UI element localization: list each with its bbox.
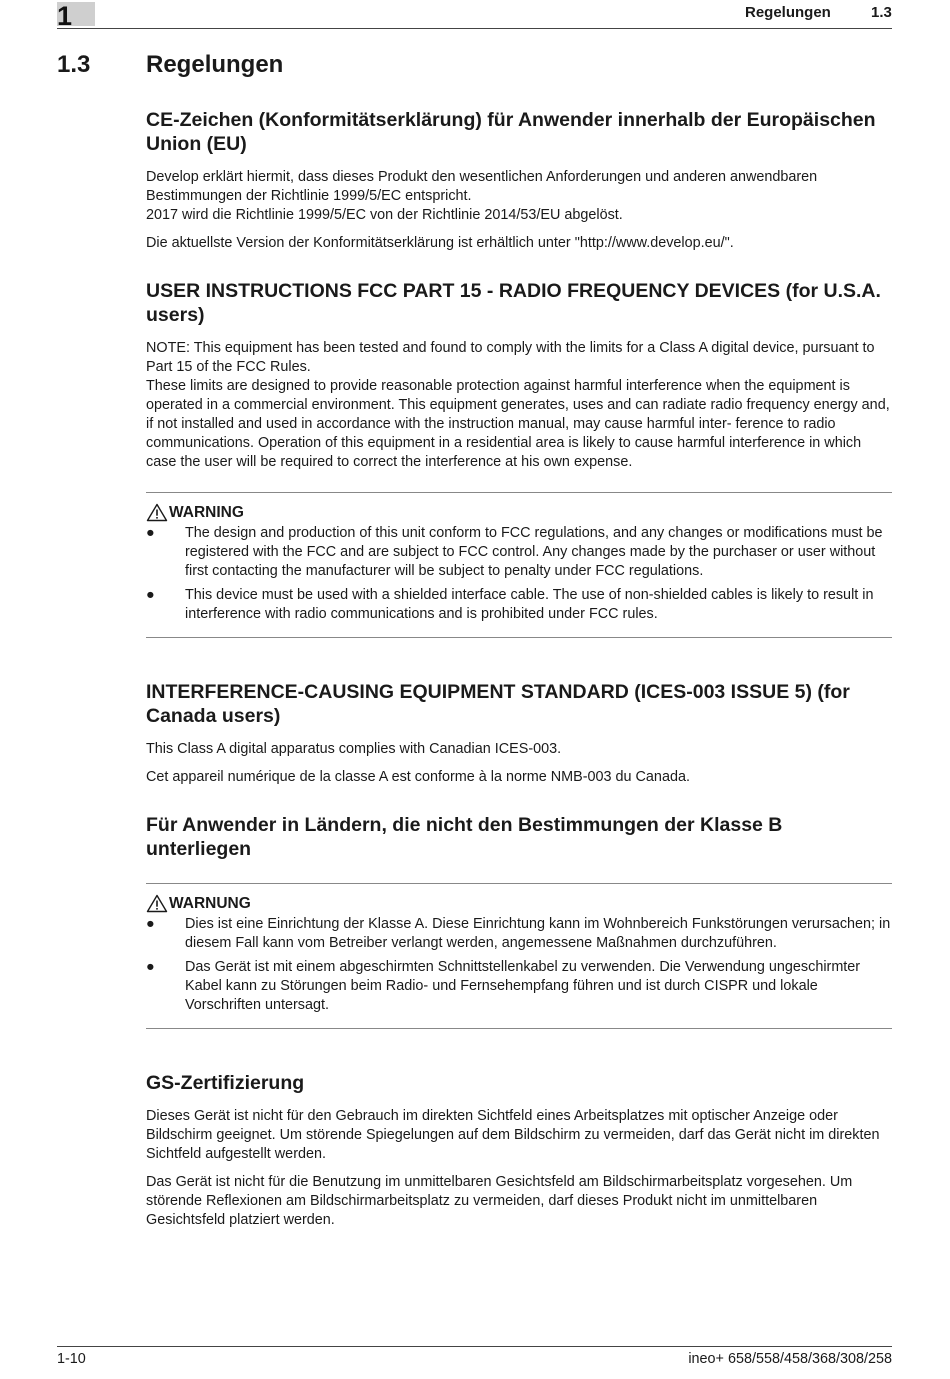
ce-paragraph-1-line-2: 2017 wird die Richtlinie 1999/5/EC von der Richtlinie 2014/53/EU abgelöst. <box>146 207 623 223</box>
classb-warning-list <box>146 915 892 1015</box>
ices-heading: INTERFERENCE-CAUSING EQUIPMENT STANDARD (ICES-003 ISSUE 5) (for Canada users) <box>146 681 850 727</box>
classb-warning-label: WARNUNG <box>169 895 251 912</box>
ce-paragraph-2: Die aktuellste Version der Konformitätserklärung ist erhältlich unter "http://www.develop.eu/". <box>146 235 734 251</box>
page-content <box>146 108 892 1239</box>
bullet-icon: ● <box>146 525 155 541</box>
ce-paragraph-1-line-1: Develop erklärt hiermit, dass dieses Produkt den wesentlichen Anforderungen und anderen anwendbaren Bestimmungen der Richtlinie 1999/5/EC entspricht. <box>146 169 818 204</box>
gs-paragraph-2: Das Gerät ist nicht für die Benutzung im unmittelbaren Gesichtsfeld am Bildschirmarbeitsplatz vorgesehen. Um störende Reflexionen am Bildschirmarbeitsplatz zu vermeiden, darf dieses Produkt nicht im unmittelbaren Gesichtsfeld platziert werden. <box>146 1174 853 1228</box>
ce-heading: CE-Zeichen (Konformitätserklärung) für Anwender innerhalb der Europäischen Union (EU) <box>146 109 876 155</box>
gs-paragraph-1: Dieses Gerät ist nicht für den Gebrauch im direkten Sichtfeld eines Arbeitsplatzes mit optischer Anzeige oder Bildschirm geeignet. Um störende Spiegelungen auf dem Bildschirm zu vermeiden, darf das Gerät nicht im direkten Sichtfeld aufgestellt werden. <box>146 1108 880 1162</box>
list-item <box>146 915 892 953</box>
ce-paragraph-1 <box>146 168 892 225</box>
gs-heading: GS-Zertifizierung <box>146 1072 305 1094</box>
model-list: ineo+ 658/558/458/368/308/258 <box>688 1351 892 1367</box>
fcc-warning-title <box>146 503 892 522</box>
list-item <box>146 958 892 1015</box>
fcc-warning-item-2: This device must be used with a shielded interface cable. The use of non-shielded cables is likely to result in interference with radio communications and is prohibited under FCC rules. <box>185 587 874 622</box>
fcc-paragraph <box>146 339 892 472</box>
classb-heading: Für Anwender in Ländern, die nicht den Bestimmungen der Klasse B unterliegen <box>146 814 783 860</box>
ices-paragraph-2: Cet appareil numérique de la classe A est conforme à la norme NMB-003 du Canada. <box>146 769 690 785</box>
header-rule <box>57 28 892 29</box>
fcc-warning-item-1: The design and production of this unit conform to FCC regulations, and any changes or modifications must be registered with the FCC and are subject to FCC control. Any changes made by the purchaser or user without first contacting the manufacturer will be subject to penalty under FCC regulations. <box>185 525 883 579</box>
section-title: Regelungen <box>146 51 284 78</box>
classb-warning-box <box>146 883 892 1029</box>
fcc-heading: USER INSTRUCTIONS FCC PART 15 - RADIO FREQUENCY DEVICES (for U.S.A. users) <box>146 280 881 326</box>
section-number: 1.3 <box>57 51 91 78</box>
fcc-note: NOTE: This equipment has been tested and found to comply with the limits for a Class A digital device, pursuant to Part 15 of the FCC Rules. <box>146 340 875 375</box>
classb-warning-item-1: Dies ist eine Einrichtung der Klasse A. Diese Einrichtung kann im Wohnbereich Funkstörungen verursachen; in diesem Fall kann vom Betreiber verlangt werden, angemessene Maßnahmen durchzuführen. <box>185 916 891 951</box>
bullet-icon: ● <box>146 587 155 603</box>
classb-warning-item-2: Das Gerät ist mit einem abgeschirmten Schnittstellenkabel zu verwenden. Die Verwendung ungeschirmter Kabel kann zu Störungen beim Radio- und Fernsehempfang führen und ist durch CISPR und lokale Vorschriften untersagt. <box>185 959 861 1013</box>
footer-rule <box>57 1346 892 1347</box>
fcc-body: These limits are designed to provide reasonable protection against harmful interference when the equipment is operated in a commercial environment. This equipment generates, uses and can radiate radio frequency energy and, if not installed and used in accordance with the instruction manual, may cause harmful inter- ference to radio communications. Operation of this equipment in a residential area is likely to cause harmful interference in which case the user will be required to correct the interference at his own expense. <box>146 378 890 470</box>
chapter-number: 1 <box>57 1 73 31</box>
ices-paragraph-1: This Class A digital apparatus complies with Canadian ICES-003. <box>146 741 562 757</box>
fcc-warning-label: WARNING <box>169 504 244 521</box>
fcc-warning-box <box>146 492 892 638</box>
bullet-icon: ● <box>146 959 155 975</box>
list-item <box>146 524 892 581</box>
classb-warning-title <box>146 894 892 913</box>
page-number: 1-10 <box>57 1351 86 1367</box>
warning-triangle-icon <box>146 503 168 522</box>
list-item <box>146 586 892 624</box>
warning-triangle-icon <box>146 894 168 913</box>
running-section-number: 1.3 <box>871 4 892 21</box>
bullet-icon: ● <box>146 916 155 932</box>
fcc-warning-list <box>146 524 892 624</box>
running-title: Regelungen <box>745 4 831 21</box>
